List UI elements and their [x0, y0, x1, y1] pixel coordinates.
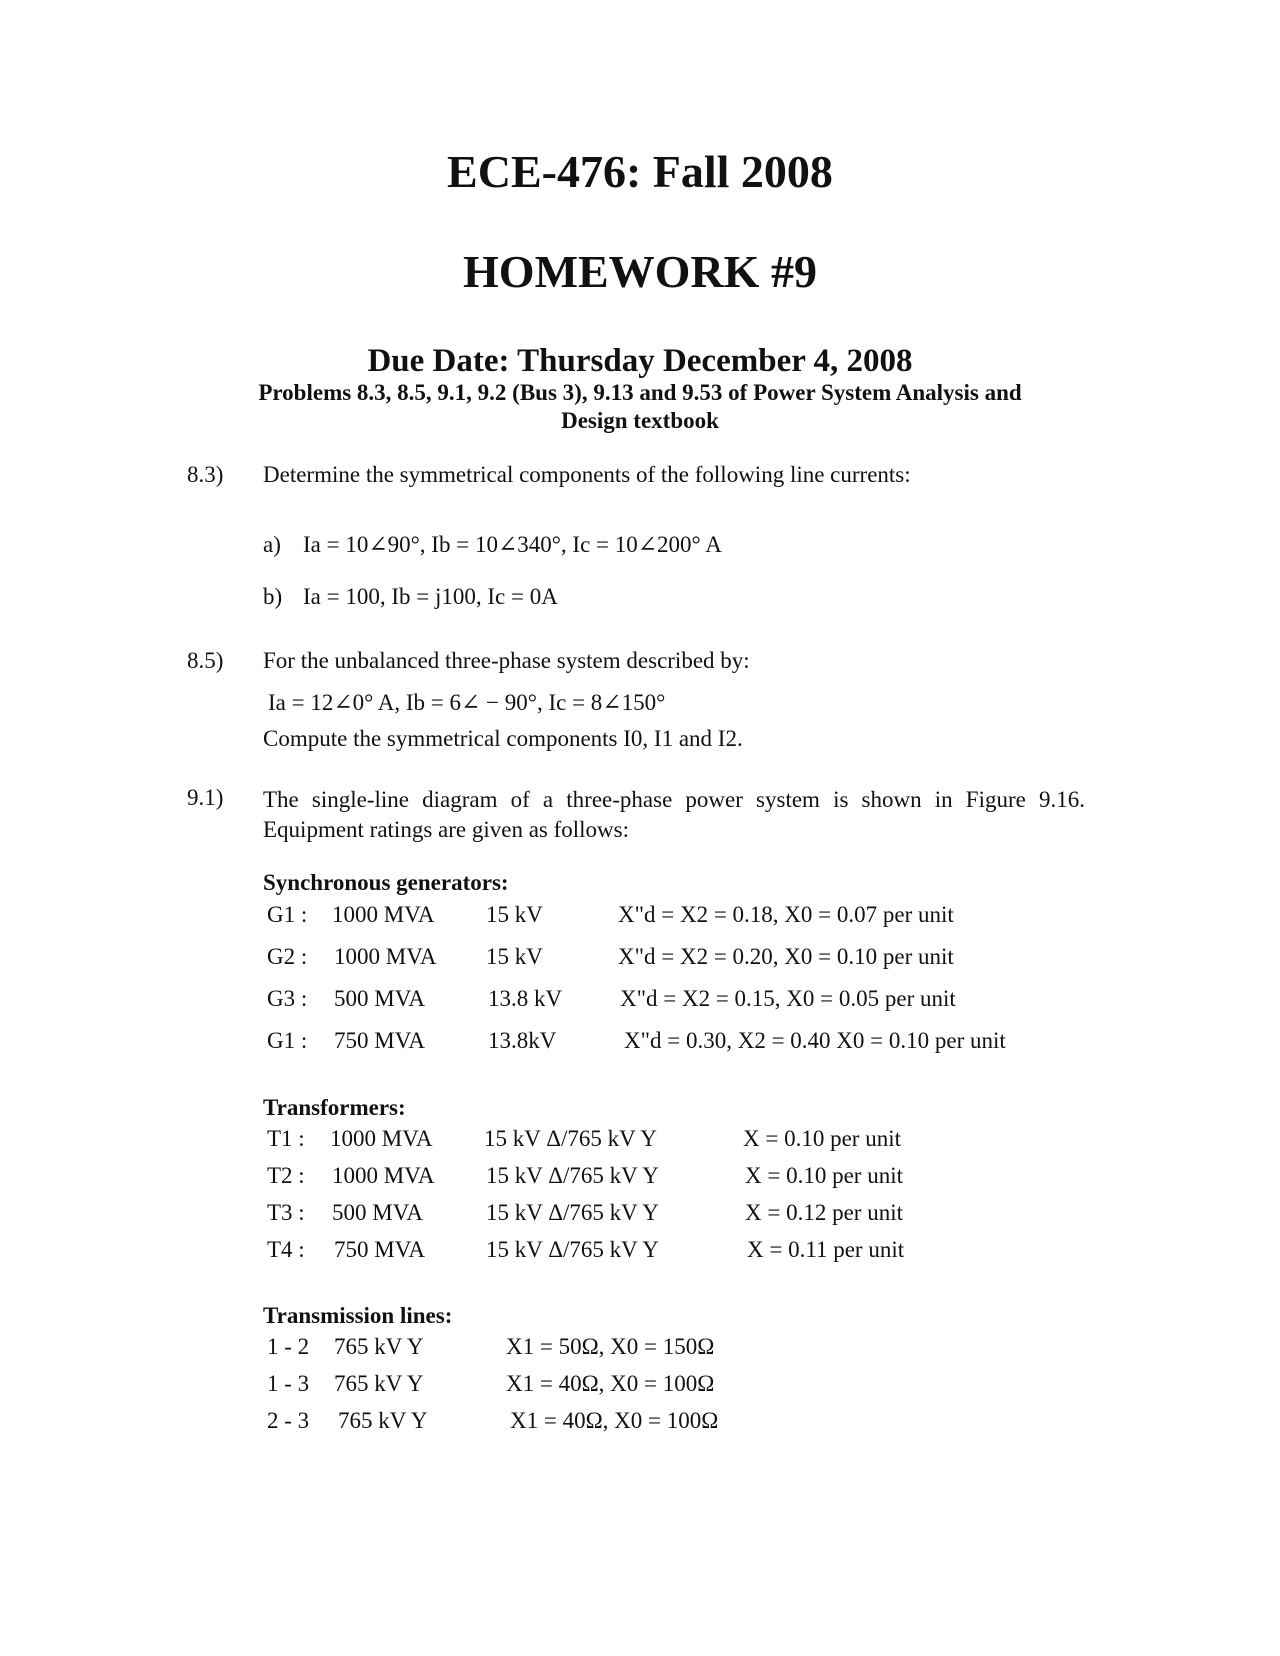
line-name: 1 - 2	[267, 1334, 310, 1359]
transformer-name: T1 :	[267, 1126, 305, 1151]
generator-name: G2 :	[267, 944, 308, 969]
line-name: 2 - 3	[267, 1408, 310, 1433]
line-kv: 765 kV Y	[334, 1334, 424, 1359]
line-kv: 765 kV Y	[338, 1408, 428, 1433]
transformers-heading: Transformers:	[263, 1095, 406, 1120]
generator-reactance: X"d = X2 = 0.20, X0 = 0.10 per unit	[618, 944, 954, 969]
course-title: ECE-476: Fall 2008	[447, 146, 833, 197]
generator-mva: 750 MVA	[334, 1028, 425, 1053]
problem-8-5-number: 8.5)	[187, 648, 224, 673]
transformer-kv: 15 kV Δ/765 kV Y	[486, 1163, 659, 1188]
generators-heading: Synchronous generators:	[263, 870, 509, 895]
problem-8-3-number: 8.3)	[187, 462, 224, 487]
problem-8-5-text: For the unbalanced three-phase system described by:	[263, 648, 750, 673]
problem-9-1-number: 9.1)	[187, 785, 224, 810]
line-reactance: X1 = 40Ω, X0 = 100Ω	[506, 1371, 715, 1396]
transformer-kv: 15 kV Δ/765 kV Y	[486, 1237, 659, 1262]
transformer-name: T3 :	[267, 1200, 305, 1225]
problem-8-3-b-equation: Ia = 100, Ib = j100, Ic = 0A	[303, 584, 558, 609]
generator-kv: 13.8kV	[488, 1028, 557, 1053]
problem-8-3-text: Determine the symmetrical components of the following line currents:	[263, 462, 911, 487]
problem-9-1-text: The single-line diagram of a three-phase power system is shown in Figure 9.16. Equipment ratings are given as follows:	[263, 787, 1085, 842]
problem-8-5-compute: Compute the symmetrical components I0, I1 and I2.	[263, 726, 743, 751]
transformer-reactance: X = 0.11 per unit	[747, 1237, 905, 1262]
transformer-mva: 1000 MVA	[330, 1126, 433, 1151]
generator-name: G1 :	[267, 1028, 308, 1053]
transformer-reactance: X = 0.12 per unit	[745, 1200, 903, 1225]
generator-reactance: X"d = 0.30, X2 = 0.40 X0 = 0.10 per unit	[624, 1028, 1006, 1053]
generator-reactance: X"d = X2 = 0.15, X0 = 0.05 per unit	[620, 986, 956, 1011]
homework-title: HOMEWORK #9	[463, 246, 817, 297]
transformer-mva: 750 MVA	[334, 1237, 425, 1262]
generator-mva: 1000 MVA	[334, 944, 437, 969]
generator-kv: 15 kV	[486, 902, 543, 927]
transformer-reactance: X = 0.10 per unit	[743, 1126, 901, 1151]
problem-8-3-a-label: a)	[263, 532, 281, 557]
generator-mva: 500 MVA	[334, 986, 425, 1011]
transformer-mva: 500 MVA	[332, 1200, 423, 1225]
problem-8-5-equation: Ia = 12∠0° A, Ib = 6∠ − 90°, Ic = 8∠150°	[268, 690, 666, 715]
due-date: Due Date: Thursday December 4, 2008	[367, 343, 913, 379]
transformer-mva: 1000 MVA	[332, 1163, 435, 1188]
transformer-name: T4 :	[267, 1237, 305, 1262]
line-name: 1 - 3	[267, 1371, 310, 1396]
problem-8-3-a-equation: Ia = 10∠90°, Ib = 10∠340°, Ic = 10∠200° A	[303, 532, 722, 557]
transformer-name: T2 :	[267, 1163, 305, 1188]
generator-name: G1 :	[267, 902, 308, 927]
generator-reactance: X"d = X2 = 0.18, X0 = 0.07 per unit	[618, 902, 954, 927]
generator-mva: 1000 MVA	[332, 902, 435, 927]
transformer-kv: 15 kV Δ/765 kV Y	[484, 1126, 657, 1151]
problems-line-1: Problems 8.3, 8.5, 9.1, 9.2 (Bus 3), 9.13 and 9.53 of Power System Analysis and	[258, 380, 1022, 405]
problems-line-2: Design textbook	[561, 408, 719, 433]
generator-kv: 13.8 kV	[488, 986, 563, 1011]
transformer-kv: 15 kV Δ/765 kV Y	[486, 1200, 659, 1225]
transformer-reactance: X = 0.10 per unit	[745, 1163, 903, 1188]
line-kv: 765 kV Y	[334, 1371, 424, 1396]
generator-name: G3 :	[267, 986, 308, 1011]
problem-8-3-b-label: b)	[263, 584, 283, 609]
line-reactance: X1 = 40Ω, X0 = 100Ω	[510, 1408, 719, 1433]
line-reactance: X1 = 50Ω, X0 = 150Ω	[506, 1334, 715, 1359]
generator-kv: 15 kV	[486, 944, 543, 969]
lines-heading: Transmission lines:	[263, 1303, 453, 1328]
